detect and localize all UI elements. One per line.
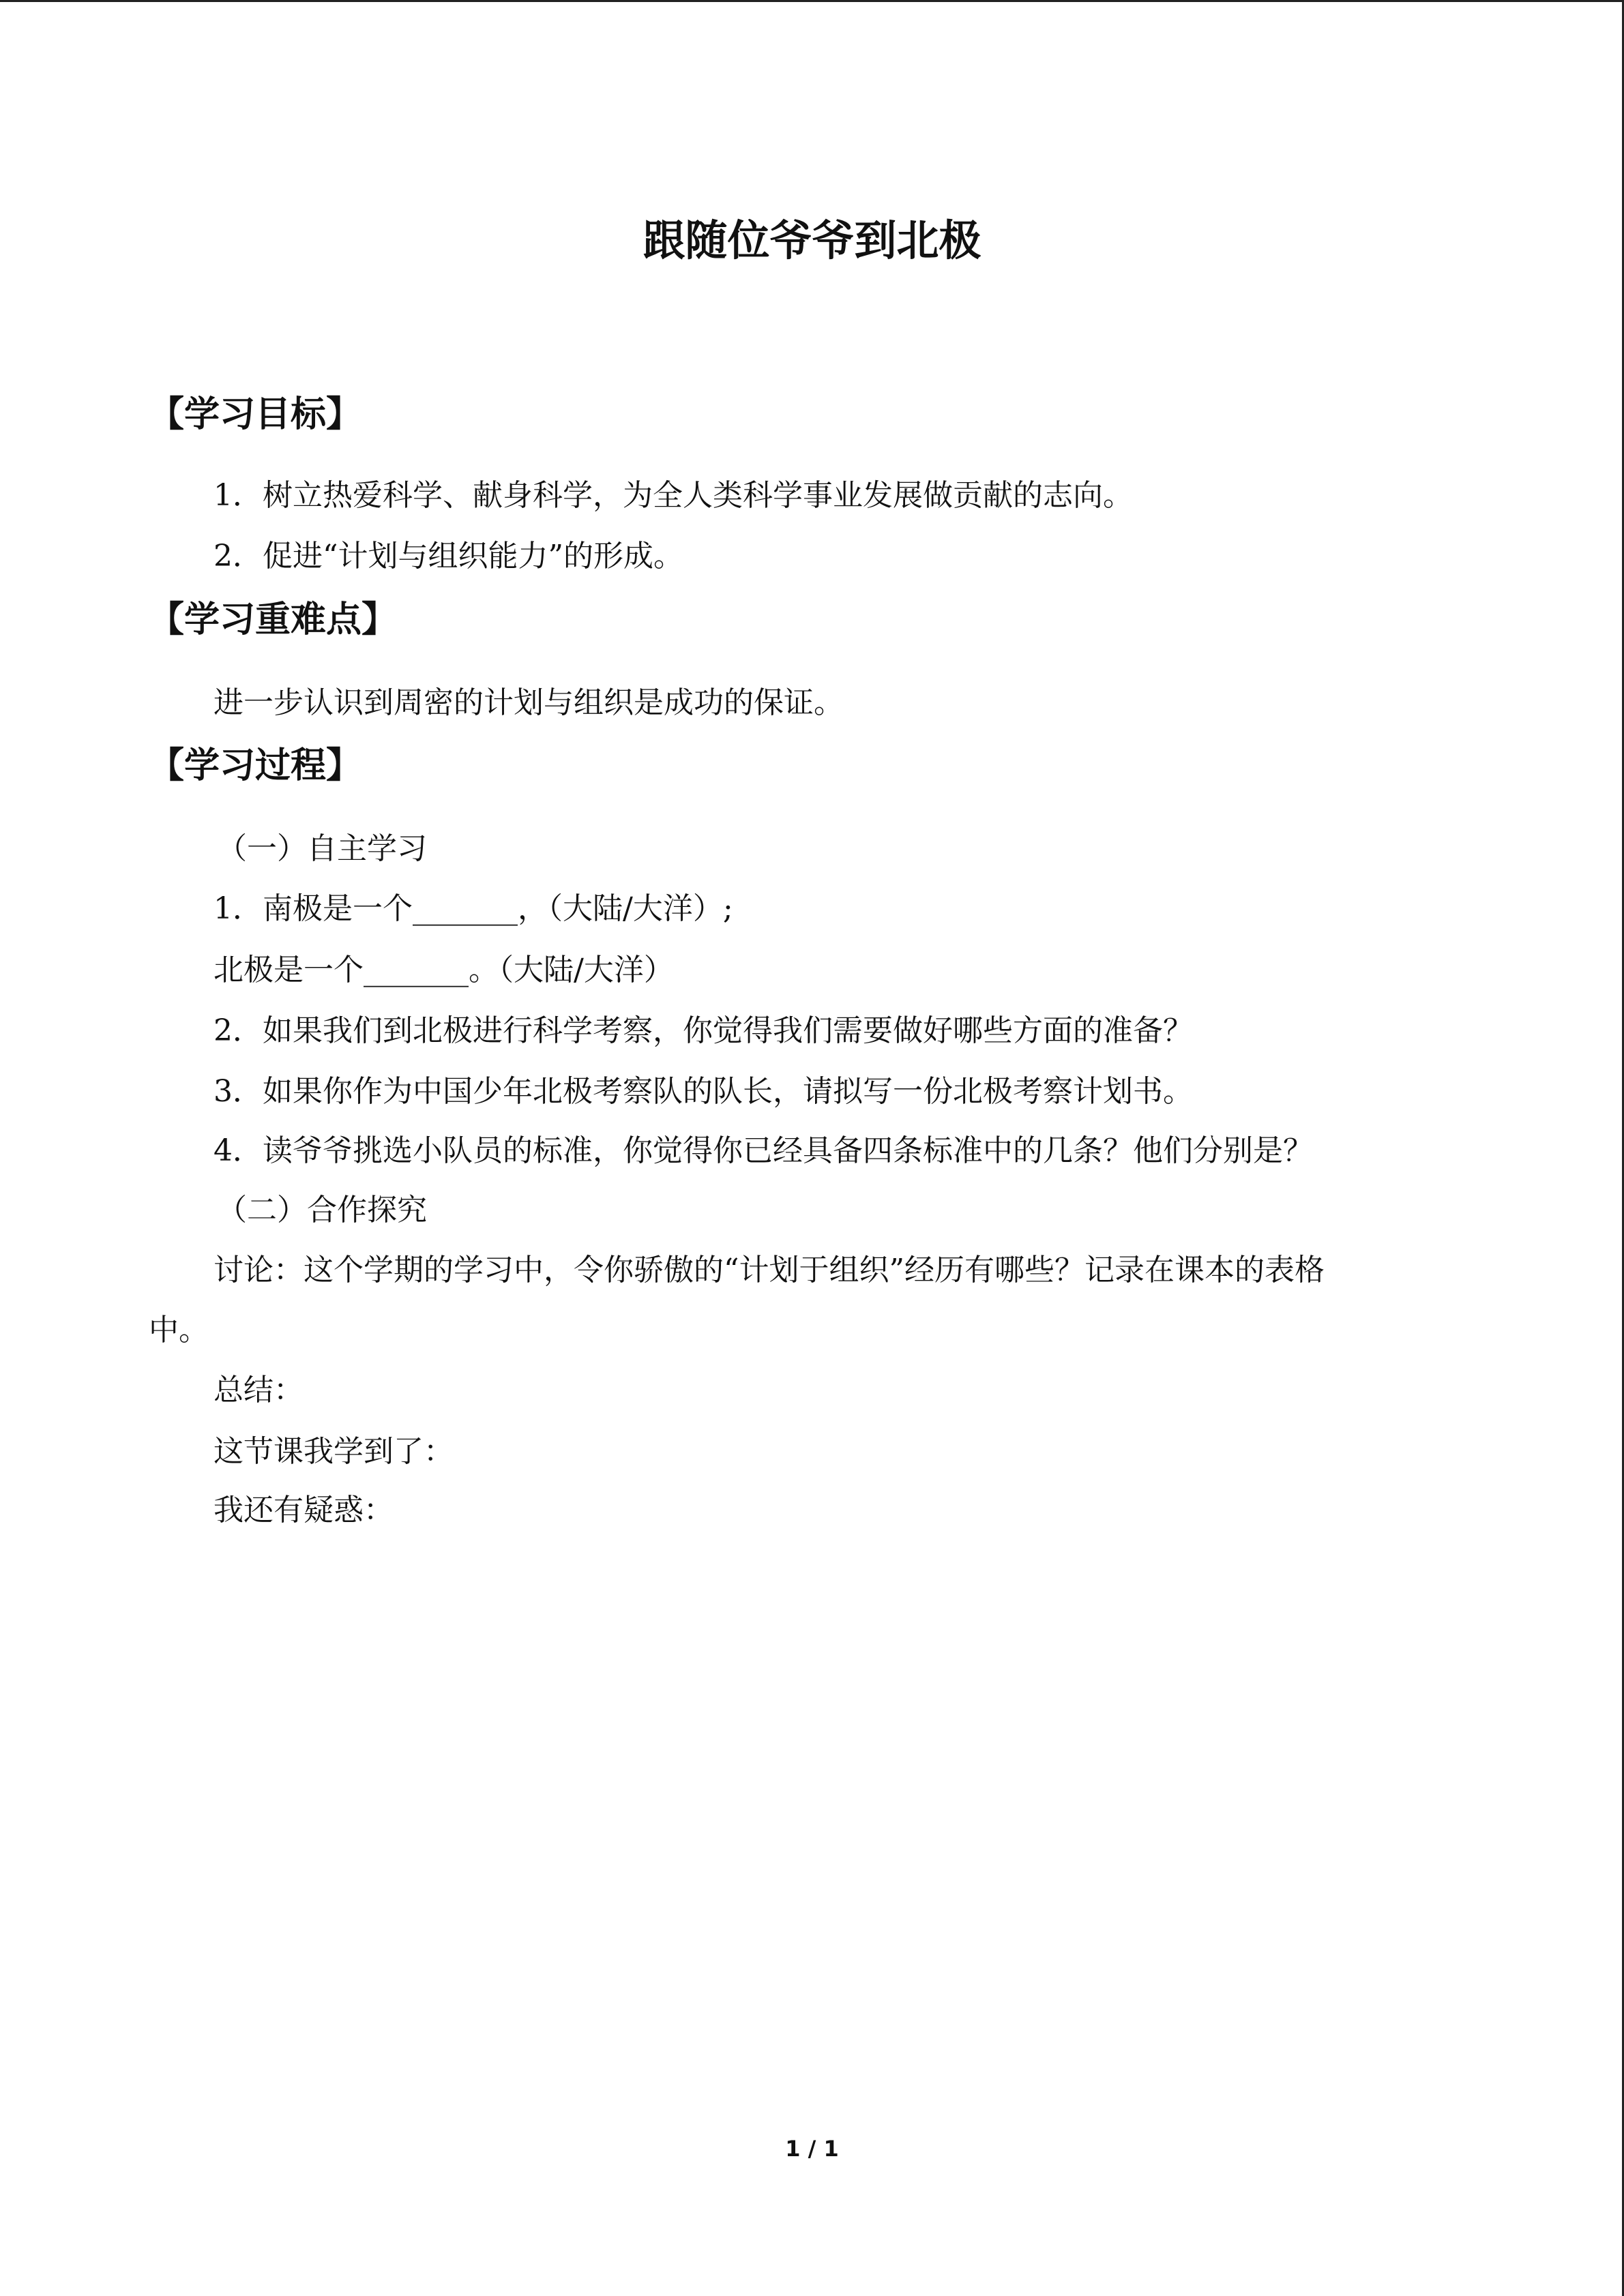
- summary-label: 总结：: [213, 1373, 304, 1407]
- cooperative-label: （二）合作探究: [217, 1193, 427, 1227]
- key-points-heading: 【学习重难点】: [149, 599, 398, 640]
- discussion-line-1: 讨论：这个学期的学习中，令你骄傲的“计划于组织”经历有哪些？记录在课本的表格: [213, 1253, 1325, 1287]
- self-study-label: （一）自主学习: [217, 831, 427, 866]
- goal-item-2: 2．促进“计划与组织能力”的形成。: [213, 539, 683, 573]
- page-title: 跟随位爷爷到北极: [643, 215, 981, 265]
- key-points-text: 进一步认识到周密的计划与组织是成功的保证。: [213, 685, 844, 720]
- process-heading: 【学习过程】: [149, 745, 362, 786]
- self-study-item-1b: 北极是一个_______。（大陆/大洋）: [213, 953, 674, 987]
- self-study-item-1: 1．南极是一个_______，（大陆/大洋）;: [213, 891, 733, 926]
- doubts-label: 我还有疑惑：: [213, 1493, 394, 1527]
- page-number: 1 / 1: [785, 2136, 839, 2162]
- self-study-item-3: 3．如果你作为中国少年北极考察队的队长，请拟写一份北极考察计划书。: [213, 1074, 1193, 1109]
- goal-item-1: 1．树立热爱科学、献身科学，为全人类科学事业发展做贡献的志向。: [213, 478, 1133, 513]
- self-study-item-4: 4．读爷爷挑选小队员的标准，你觉得你已经具备四条标准中的几条？他们分别是？: [213, 1133, 1313, 1168]
- goals-heading: 【学习目标】: [149, 394, 362, 435]
- learned-label: 这节课我学到了：: [213, 1434, 454, 1469]
- self-study-item-2: 2．如果我们到北极进行科学考察，你觉得我们需要做好哪些方面的准备？: [213, 1013, 1193, 1048]
- discussion-line-2: 中。: [149, 1313, 209, 1347]
